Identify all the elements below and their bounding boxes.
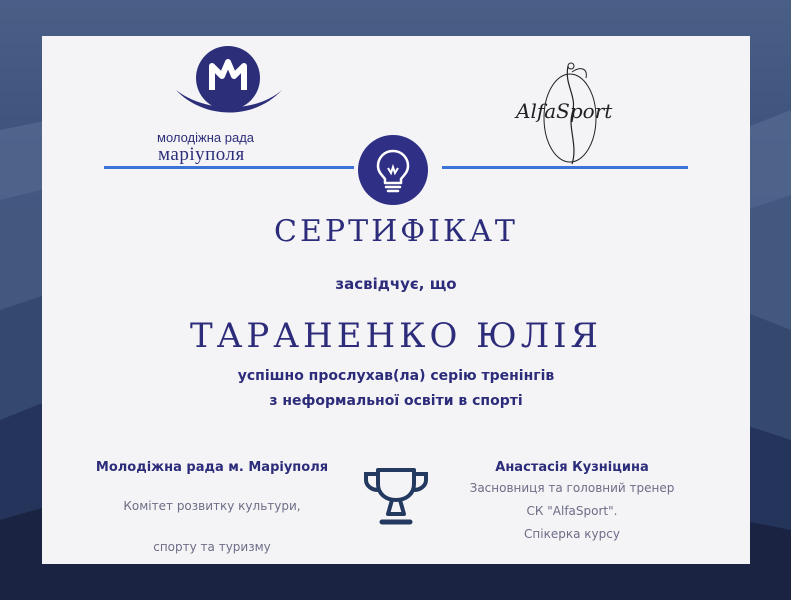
description-line-1: успішно прослухав(ла) серію тренінгів — [237, 368, 555, 384]
signatory-left-line1: Комітет розвитку культури, — [123, 499, 301, 513]
recipient-name: ТАРАНЕНКО ЮЛІЯ — [189, 316, 602, 356]
signatory-left — [82, 460, 342, 557]
signatory-right-line3: Спікерка курсу — [524, 527, 620, 541]
certificate-subtitle: засвідчує, що — [335, 275, 457, 293]
alfasport-logo — [502, 46, 642, 176]
youth-council-logo — [162, 40, 342, 200]
certificate-card — [42, 36, 750, 564]
description-line-2: з неформальної освіти в спорті — [269, 393, 523, 409]
signatory-left-line2: спорту та туризму — [153, 540, 271, 554]
signatory-right-name: Анастасія Кузніцина — [495, 460, 649, 475]
signatory-right-line1: Засновниця та головний тренер — [469, 481, 675, 495]
certificate-title: СЕРТИФІКАТ — [274, 214, 518, 249]
alfasport-logo-text: AlfaSport — [516, 99, 613, 123]
signatory-right — [452, 460, 692, 544]
lightbulb-icon — [358, 135, 428, 205]
youth-council-name-line1: молодіжна рада — [157, 130, 255, 145]
signatory-left-name: Молодіжна рада м. Маріуполя — [95, 460, 329, 475]
divider-left — [104, 166, 354, 169]
trophy-icon — [360, 466, 432, 528]
youth-council-name-line2: маріуполя — [158, 144, 245, 165]
signatory-right-line2: СК "AlfaSport". — [526, 504, 618, 518]
lightbulb-badge — [358, 135, 428, 205]
divider-right — [442, 166, 688, 169]
